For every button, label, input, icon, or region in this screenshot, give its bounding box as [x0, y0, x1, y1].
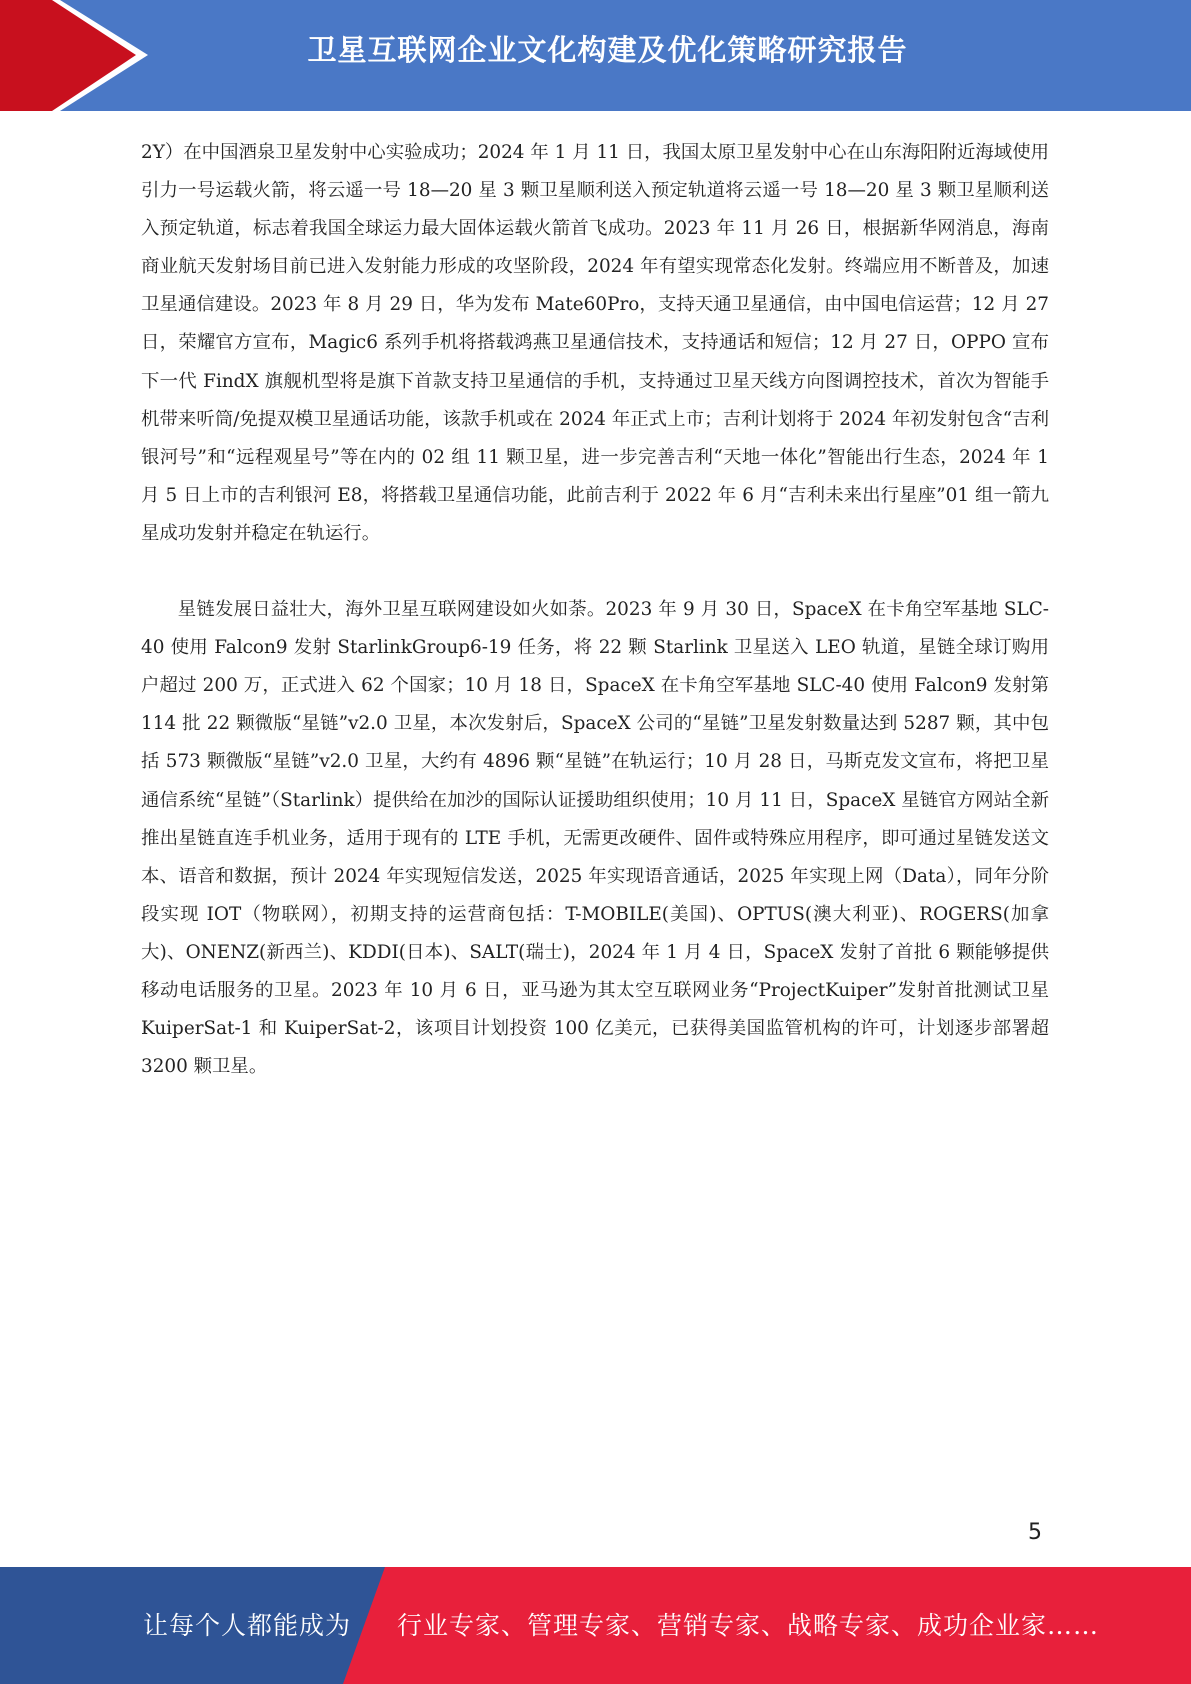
page-number: 5 — [1028, 1520, 1042, 1545]
page-footer — [0, 1567, 1191, 1684]
paragraph-1: 2Y）在中国酒泉卫星发射中心实验成功；2024 年 1 月 11 日，我国太原卫星发射中心在山东海阳附近海域使用引力一号运载火箭，将云遥一号 18—20 星 3 颗卫星顺利送入预定轨道将云遥一号 18—20 星 3 颗卫星顺利送入预定轨道，标志着我国全球运力最大固体运载火箭首飞成功。2023 年 11 月 26 日，根据新华网消息，海南商业航天发射场目前已进入发射能力形成的攻坚阶段，2024 年有望实现常态化发射。终端应用不断普及，加速卫星通信建设。2023 年 8 月 29 日，华为发布 Mate60Pro，支持天通卫星通信，由中国电信运营；12 月 27 日，荣耀官方宣布，Magic6 系列手机将搭载鸿燕卫星通信技术，支持通话和短信；12 月 27 日，OPPO 宣布下一代 FindX 旗舰机型将是旗下首款支持卫星通信的手机，支持通过卫星天线方向图调控技术，首次为智能手机带来听筒/免提双模卫星通话功能，该款手机或在 2024 年正式上市；吉利计划将于 2024 年初发射包含“吉利银河号”和“远程观星号”等在内的 02 组 11 颗卫星，进一步完善吉利“天地一体化”智能出行生态，2024 年 1 月 5 日上市的吉利银河 E8，将搭载卫星通信功能，此前吉利于 2022 年 6 月“吉利未来出行星座”01 组一箭九星成功发射并稳定在轨运行。 — [141, 142, 1049, 544]
paragraph-2: 星链发展日益壮大，海外卫星互联网建设如火如荼。2023 年 9 月 30 日，SpaceX 在卡角空军基地 SLC-40 使用 Falcon9 发射 StarlinkGroup6-19 任务，将 22 颗 Starlink 卫星送入 LEO 轨道，星链全球订购用户超过 200 万，正式进入 62 个国家；10 月 18 日，SpaceX 在卡角空军基地 SLC-40 使用 Falcon9 发射第 114 批 22 颗微版“星链”v2.0 卫星，本次发射后，SpaceX 公司的“星链”卫星发射数量达到 5287 颗，其中包括 573 颗微版“星链”v2.0 卫星，大约有 4896 颗“星链”在轨运行；10 月 28 日，马斯克发文宣布，将把卫星通信系统“星链”（Starlink）提供给在加沙的国际认证援助组织使用；10 月 11 日，SpaceX 星链官方网站全新推出星链直连手机业务，适用于现有的 LTE 手机，无需更改硬件、固件或特殊应用程序，即可通过星链发送文本、语音和数据，预计 2024 年实现短信发送，2025 年实现语音通话，2025 年实现上网（Data），同年分阶段实现 IOT（物联网），初期支持的运营商包括：T-MOBILE(美国)、OPTUS(澳大利亚)、ROGERS(加拿大)、ONENZ(新西兰)、KDDI(日本)、SALT(瑞士)，2024 年 1 月 4 日，SpaceX 发射了首批 6 颗能够提供移动电话服务的卫星。2023 年 10 月 6 日，亚马逊为其太空互联网业务“ProjectKuiper”发射首批测试卫星 KuiperSat-1 和 KuiperSat-2，该项目计划投资 100 亿美元，已获得美国监管机构的许可，计划逐步部署超 3200 颗卫星。 — [141, 599, 1049, 1078]
document-title: 卫星互联网企业文化构建及优化策略研究报告 — [307, 33, 908, 67]
header-chevron-decoration — [0, 0, 160, 111]
body-text — [141, 134, 1049, 1086]
page-header — [0, 0, 1191, 111]
footer-slogan-right: 行业专家、管理专家、营销专家、战略专家、成功企业家…… — [397, 1611, 1100, 1640]
footer-slogan-left: 让每个人都能成为 — [143, 1611, 352, 1640]
